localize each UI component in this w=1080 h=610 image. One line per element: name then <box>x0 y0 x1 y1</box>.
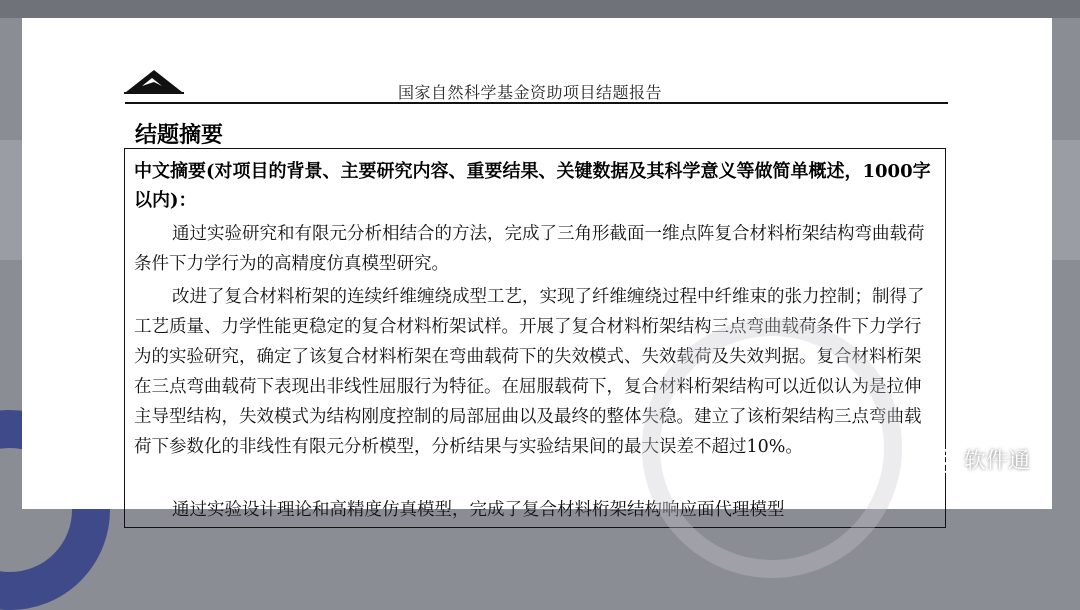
wechat-brand-text: 软件通 <box>964 449 1031 474</box>
header-divider <box>125 102 948 104</box>
paragraph-text: 通过实验设计理论和高精度仿真模型，完成了复合材料桁架结构响应面代理模型 <box>172 500 785 520</box>
section-title: 结题摘要 <box>135 122 224 148</box>
paragraph-text: 改进了复合材料桁架的连续纤维缠绕成型工艺，实现了纤维缠绕过程中纤维束的张力控制；制得了工艺质量、力学性能更稳定的复合材料桁架试样。开展了复合材料桁架结构三点弯曲载荷条件下力学行为的实验研究，确定了该复合材料桁架在弯曲载荷下的失效模式、失效载荷及失效判据。复合材料桁架在三点弯曲载荷下表现出非线性屈服行为特征。在屈服载荷下，复合材料桁架结构可以近似认为是拉伸主导型结构，失效模式为结构刚度控制的局部屈曲以及最终的整体失稳。建立了该桁架结构三点弯曲载荷下参数化的非线性有限元分析模型，分析结果与实验结果间的最大误差不超过10%。 <box>134 287 925 457</box>
document-page <box>22 18 1052 520</box>
watermark-ring <box>642 318 902 578</box>
wechat-icon <box>924 446 958 474</box>
report-header-title: 国家自然科学基金资助项目结题报告 <box>398 83 663 102</box>
paragraph-text: 通过实验研究和有限元分析相结合的方法，完成了三角形截面一维点阵复合材料桁架结构弯曲载荷条件下力学行为的高精度仿真模型研究。 <box>134 224 925 274</box>
background-band-top <box>0 0 1080 18</box>
nsfc-logo-icon <box>124 66 184 96</box>
abstract-heading: 中文摘要(对项目的背景、主要研究内容、重要结果、关键数据及其科学意义等做简单概述，1000字以内)： <box>134 161 931 211</box>
wechat-watermark <box>924 444 1030 475</box>
abstract-paragraph <box>134 219 934 279</box>
